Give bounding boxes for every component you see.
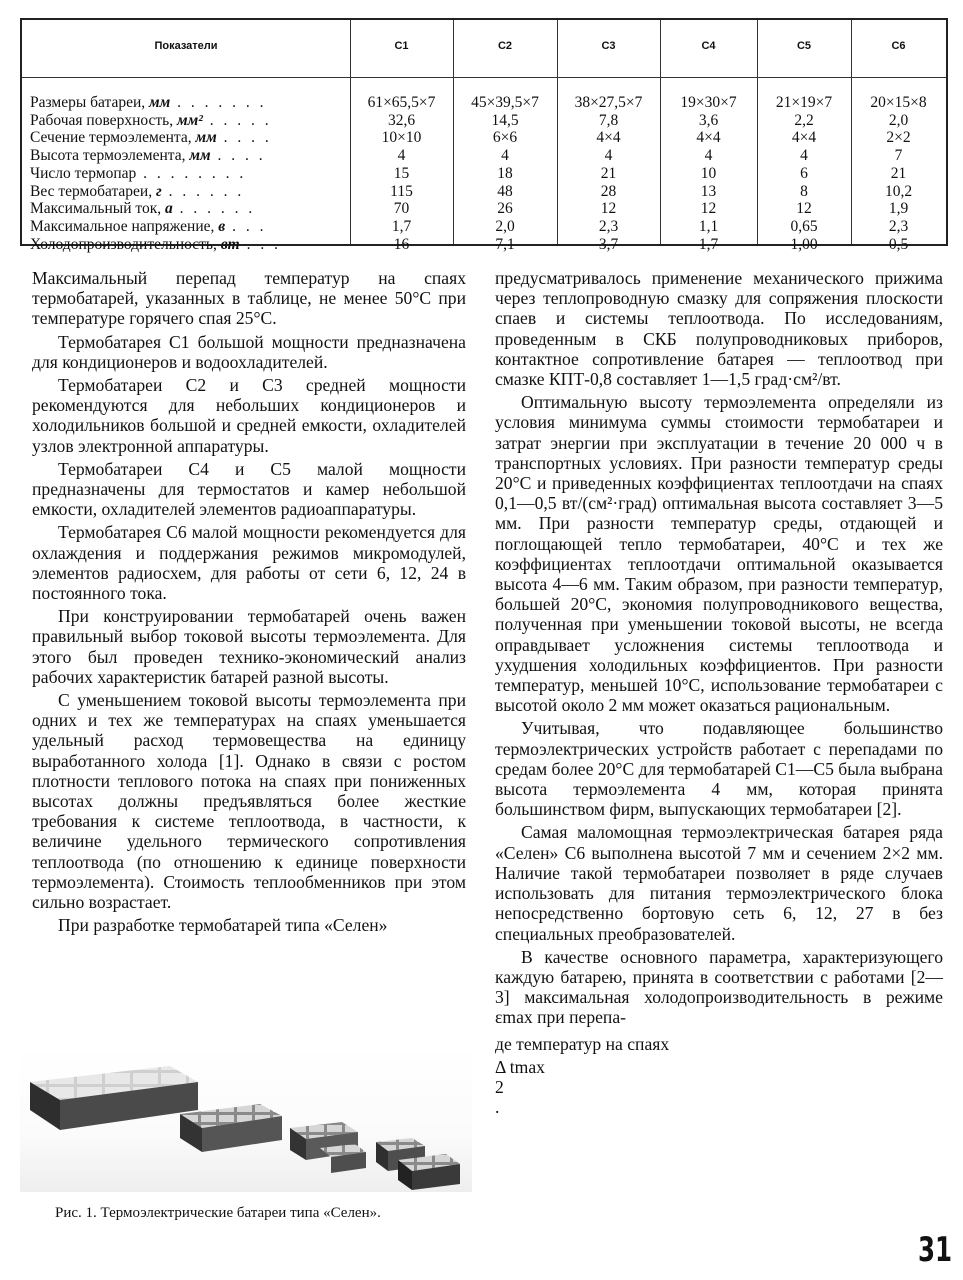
formula-numerator: Δ tmax (495, 1056, 545, 1077)
row-label-unit: вт (220, 235, 240, 253)
row-label-text: Рабочая поверхность, (30, 111, 177, 129)
table-cell: 1,9 (888, 200, 909, 218)
row-label-unit: мм (189, 147, 211, 165)
formula-tail: . (495, 1097, 500, 1118)
table-cell: 28 (600, 182, 617, 200)
row-leader-dots: . . . . (216, 129, 272, 147)
table-cell: 10 (700, 164, 717, 182)
table-cell: 7,8 (598, 111, 619, 129)
table-cell: 16 (393, 235, 410, 253)
table-row-label (30, 165, 246, 183)
table-cell: 2,0 (495, 217, 515, 235)
table-cell: 14,5 (491, 111, 519, 129)
table-cell: 12 (700, 200, 717, 218)
table-cell: 1,1 (698, 217, 719, 235)
table-cell: 4×4 (791, 129, 817, 147)
table-cell: 13 (700, 182, 717, 200)
formula-lead-text: де температур на спаях (495, 1033, 670, 1054)
row-label-text: Вес термобатареи, (30, 182, 156, 200)
table-cell: 4×4 (696, 129, 721, 147)
table-cell: 2,3 (598, 217, 619, 235)
thermobattery-photo-image (20, 1044, 472, 1192)
table-row-label (30, 236, 281, 254)
paragraph: Термобатарея С1 большой мощности предназначена для кондиционеров и водоохладителей. (32, 331, 466, 372)
row-label-text: Максимальный ток, (30, 200, 165, 218)
table-row-label (30, 218, 266, 236)
table-header-c1: С1 (394, 40, 409, 52)
table-cell: 6 (800, 164, 808, 182)
table-cell: 10×10 (381, 129, 422, 147)
table-cell: 0,5 (888, 235, 909, 253)
table-cell: 4×4 (596, 129, 621, 147)
paragraph: Термобатарея С6 малой мощности рекомендуется для охлаждения и поддержания режимов микромодулей, элементов радиосхем, для работы от сети 6, 12, 24 в постоянного тока. (32, 522, 466, 604)
row-label-text: Сечение термоэлемента, (30, 129, 196, 147)
table-cell: 4 (397, 147, 406, 165)
table-cell: 3,6 (698, 111, 719, 129)
paragraph: предусматривалось применение механического прижима через теплопроводную смазку для сопряжения плоскости спаев и системы теплоотвода. По исследованиям, проведенным в СКБ полупроводниковых приборов, контактное сопротивление батарея — теплоотвод при смазке КПТ-0,8 составляет 1—1,5 град·см²/вт. (495, 268, 943, 390)
row-leader-dots: . . . (239, 235, 281, 253)
table-cell: 2,2 (794, 111, 814, 129)
table-cell: 45×39,5×7 (471, 94, 539, 111)
table-cell: 32,6 (387, 111, 416, 129)
table-cell: 70 (393, 200, 410, 218)
table-cell: 21×19×7 (775, 94, 833, 111)
table-cell: 12 (600, 200, 617, 218)
right-column (495, 268, 943, 1120)
table-header-divider (22, 77, 946, 78)
left-column (32, 268, 466, 939)
table-cell: 3,7 (598, 235, 619, 253)
table-cell: 2×2 (886, 129, 911, 147)
table-row-label (30, 112, 272, 130)
table-cell: 4 (800, 147, 808, 165)
table-cell: 1,7 (698, 235, 719, 253)
figure-photo (20, 1044, 472, 1192)
row-label-unit: а (164, 200, 173, 218)
row-leader-dots: . . . . . . (172, 200, 256, 218)
table-cell: 4 (704, 147, 713, 165)
row-label-unit: мм² (176, 111, 203, 129)
table-cell: 12 (796, 200, 812, 218)
table-row-label (30, 200, 255, 218)
table-row-label (30, 147, 266, 165)
table-cell: 7 (894, 147, 903, 165)
row-leader-dots: . . . . . . . (170, 94, 267, 111)
row-leader-dots: . . . . . . (161, 182, 245, 200)
formula-denominator: 2 (495, 1076, 504, 1097)
row-label-text: Размеры батареи, (30, 94, 150, 111)
table-cell: 0,65 (790, 217, 818, 235)
table-cell: 15 (393, 164, 410, 182)
table-cell: 1,00 (790, 235, 818, 253)
table-cell: 2,3 (888, 217, 909, 235)
table-header-c5: С5 (796, 40, 812, 52)
row-label-unit: в (218, 217, 226, 235)
paragraph: Термобатареи С2 и С3 средней мощности рекомендуются для небольших кондиционеров и холодильников большой и средней емкости, охладителей узлов электронной аппаратуры. (32, 375, 466, 456)
table-header-indicators: Показатели (154, 40, 218, 52)
table-cell: 2,0 (888, 111, 909, 129)
table-cell: 115 (390, 182, 413, 200)
table-cell: 21 (600, 164, 617, 182)
table-cell: 8 (800, 182, 808, 200)
row-label-unit: г (155, 182, 162, 200)
row-label-unit: мм (149, 94, 171, 111)
row-leader-dots: . . . (225, 217, 267, 235)
table-cell: 61×65,5×7 (367, 94, 436, 111)
table-row-label (30, 129, 272, 147)
table-cell: 6×6 (492, 129, 518, 147)
paragraph: С уменьшением токовой высоты термоэлемента при одних и тех же температурах на спаях уменьшается удельный расход термовещества на единицу выработанного холода [1]. Однако в связи с ростом плотности теплового потока на спаях при пониженных высотах должны предъявляться более жесткие требования к системе теплоотвода, в частности, к величине удельного термического сопротивления теплоотвода (по отношению к единице поверхности термоэлемента). Стоимость теплообменников при этом сильно возрастает. (32, 690, 466, 913)
paragraph: Самая маломощная термоэлектрическая батарея ряда «Селен» С6 выполнена высотой 7 мм и сечением 2×2 мм. Наличие такой термобатареи позволяет в ряде случаев использовать для питания термоэлектрического блока непосредственно бортовую сеть 6, 12, 27 в без специальных преобразователей. (495, 822, 943, 944)
table-header-c6: С6 (891, 40, 906, 52)
table-cell: 7,1 (495, 235, 515, 253)
paragraph: При разработке термобатарей типа «Селен» (58, 915, 388, 936)
paragraph: Оптимальную высоту термоэлемента определяли из условия минимума суммы стоимости термобатареи и затрат энергии при эксплуатации в течение 20 000 ч в транспортных условиях. При разности температур среды 20°С и приведенных коэффициентах теплоотдачи на спаях 0,1—0,5 вт/(см²·град) оптимальная высота составляет 3—5 мм. При разности температур среды, отдающей и поглощающей тепло термобатареи, 40°С и тех же коэффициентах теплоотдачи оптимальной оказывается высота 4—6 мм. Таким образом, при разности температур, большей 20°С, экономия полупроводникового вещества, полученная при уменьшении токовой высоты, не всегда оправдывает усложнения системы теплоотвода и ухудшения холодильных коэффициентов. При разности температур, меньшей 10°С, использование термобатареи с высотой около 2 мм может оказаться рациональным. (495, 392, 943, 716)
row-leader-dots: . . . . (210, 147, 266, 165)
table-header-c2: С2 (497, 40, 513, 52)
table-header-c4: С4 (701, 40, 716, 52)
paragraph: В качестве основного параметра, характеризующего каждую батарею, принята в соответствии с работами [2—3] максимальная холодопроизводительность в режиме εmax при перепа- (495, 946, 943, 1028)
table-header-c3: С3 (601, 40, 616, 52)
table-cell: 48 (497, 182, 513, 200)
paragraph: Учитывая, что подавляющее большинство термоэлектрических устройств работает с перепадами по средам более 20°С для термобатарей С1—С5 была выбрана высота термоэлемента 4 мм, которая принята большинством фирм, выпускающих термобатареи [2]. (495, 718, 943, 820)
table-cell: 38×27,5×7 (574, 94, 643, 111)
table-row-label (30, 183, 244, 201)
table-cell: 19×30×7 (680, 94, 737, 111)
row-leader-dots: . . . . . (202, 111, 272, 129)
page-number: 31 (918, 1230, 953, 1270)
paragraph: Термобатареи С4 и С5 малой мощности предназначены для термостатов и камер небольшой емкости, охладителей элементов радиоаппаратуры. (32, 458, 466, 520)
specs-table (20, 18, 948, 253)
row-label-unit: мм (195, 129, 217, 147)
table-cell: 4 (604, 147, 613, 165)
row-label-text: Максимальное напряжение, (30, 217, 219, 235)
row-label-text: Число термопар (30, 164, 137, 182)
formula-line (495, 1034, 943, 1054)
row-label-text: Холодопроизводительность, (30, 235, 221, 253)
table-row-label (30, 94, 267, 112)
table-cell: 21 (890, 164, 907, 182)
row-leader-dots: . . . . . . . . (136, 164, 247, 182)
table-cell: 20×15×8 (870, 94, 927, 111)
table-cell: 1,7 (391, 217, 412, 235)
paragraph: Максимальный перепад температур на спаях термобатарей, указанных в таблице, не менее 50°С при температуре горячего спая 25°С. (32, 268, 466, 329)
table-cell: 4 (501, 147, 509, 165)
row-label-text: Высота термоэлемента, (30, 147, 190, 165)
table-cell: 26 (497, 200, 513, 218)
figure-caption: Рис. 1. Термоэлектрические батареи типа «Селен». (55, 1205, 381, 1221)
table-cell: 10,2 (884, 182, 913, 200)
paragraph: При конструировании термобатарей очень важен правильный выбор токовой высоты термоэлемента. Для этого был проведен технико-экономический анализ рабочих характеристик батарей разной высоты. (32, 606, 466, 687)
table-cell: 18 (497, 164, 513, 182)
